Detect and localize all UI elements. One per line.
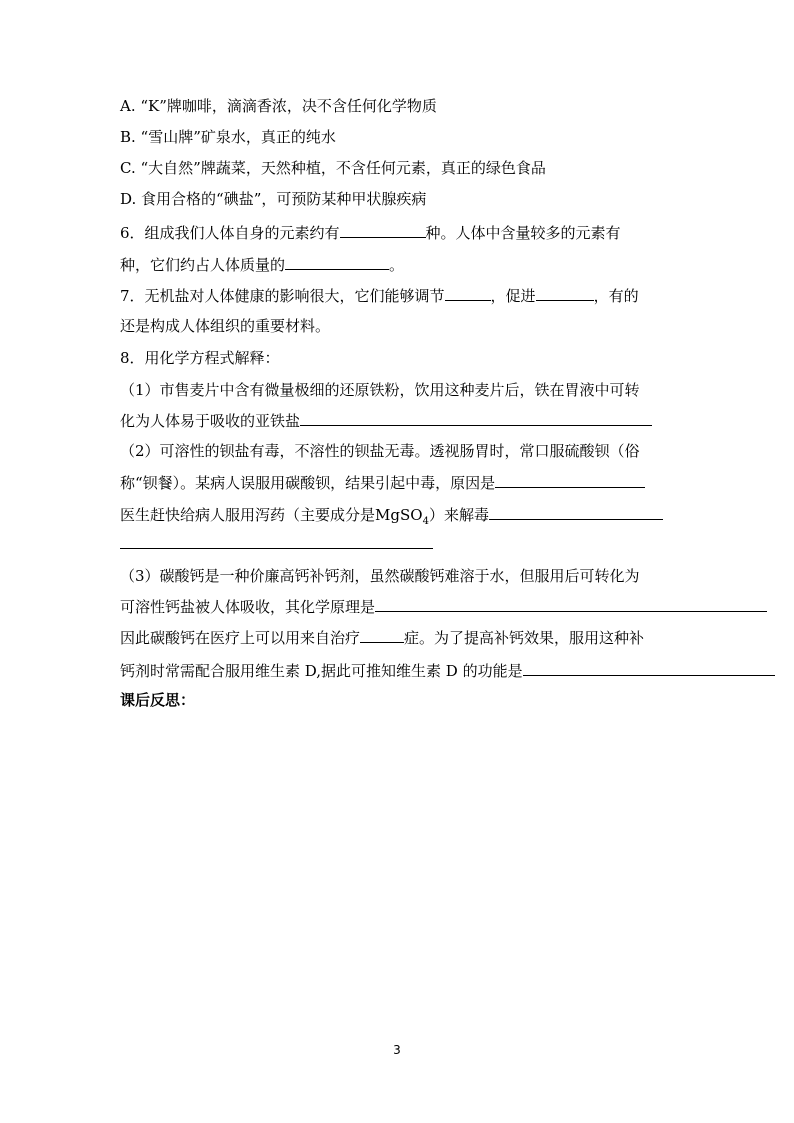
q8-sub2-blank-1 <box>495 472 645 488</box>
page-number: 3 <box>393 1043 401 1057</box>
q8-sub1-text: 化为人体易于吸收的亚铁盐 <box>120 412 301 430</box>
q8-sub3-blank-3 <box>523 660 775 676</box>
q8-sub1-blank <box>300 410 652 426</box>
question-7-line-1 <box>120 285 639 306</box>
q8-sub3-line-3 <box>120 627 644 648</box>
q8-sub2-text-2: 称“钡餐）。某病人误服用碳酸钡，结果引起中毒，原因是 <box>120 474 496 492</box>
q7-blank-2 <box>536 285 594 301</box>
option-a: A. “K”牌咖啡，滴滴香浓，决不含任何化学物质 <box>120 97 437 115</box>
option-d: D. 食用合格的“碘盐”，可预防某种甲状腺疾病 <box>120 190 427 208</box>
q6-text-4: 。 <box>389 256 405 274</box>
q8-sub2-line-3 <box>120 504 663 525</box>
q8-sub3-line-1: （3）碳酸钙是一种价廉高钙补钙剂，虽然碳酸钙难溶于水，但服用后可转化为 <box>120 567 640 585</box>
q8-sub1-line-1: （1）市售麦片中含有微量极细的还原铁粉，饮用这种麦片后，铁在胃液中可转 <box>120 381 640 399</box>
q6-text-1: 6．组成我们人体自身的元素约有 <box>120 224 340 242</box>
question-7-line-2: 还是构成人体组织的重要材料。 <box>120 317 331 335</box>
q7-text-3: ，有的 <box>593 287 639 305</box>
q8-sub1-line-2 <box>120 410 652 431</box>
q7-text-2: ，促进 <box>490 287 536 305</box>
q8-sub3-blank-1 <box>375 596 767 612</box>
q6-text-3: 种，它们约占人体质量的 <box>120 256 286 274</box>
q7-text-1: 7．无机盐对人体健康的影响很大，它们能够调节 <box>120 287 445 305</box>
q6-blank-2 <box>285 254 389 270</box>
q6-blank-1 <box>340 222 426 238</box>
q8-sub3-text-2: 可溶性钙盐被人体吸收，其化学原理是 <box>120 598 376 616</box>
reflection-heading: 课后反思： <box>120 691 196 709</box>
q8-sub3-line-4 <box>120 660 775 681</box>
q8-sub3-text-3a: 因此碳酸钙在医疗上可以用来自治疗 <box>120 629 361 647</box>
option-b: B. “雪山牌”矿泉水，真正的纯水 <box>120 128 336 146</box>
q7-blank-1 <box>445 285 491 301</box>
q8-sub2-line-1: （2）可溶性的钡盐有毒，不溶性的钡盐无毒。透视肠胃时，常口服硫酸钡（俗 <box>120 442 640 460</box>
q8-sub2-formula: MgSO$_4$ <box>375 506 429 527</box>
question-6-line-1 <box>120 222 621 243</box>
question-6-line-2 <box>120 254 404 275</box>
q8-sub2-blank-2 <box>489 504 663 520</box>
q8-sub3-line-2 <box>120 596 767 617</box>
q8-sub3-text-4: 钙剂时常需配合服用维生素 D,据此可推知维生素 D 的功能是 <box>120 662 523 680</box>
q8-sub2-text-3a: 医生赶快给病人服用泻药（主要成分是 <box>120 506 376 524</box>
question-8-title: 8．用化学方程式解释： <box>120 349 280 367</box>
q6-text-2: 种。人体中含量较多的元素有 <box>425 224 621 242</box>
q8-sub2-answer-line <box>120 548 433 549</box>
q8-sub3-blank-2 <box>360 627 404 643</box>
option-c: C. “大自然”牌蔬菜，天然种植，不含任何元素，真正的绿色食品 <box>120 159 546 177</box>
q8-sub3-text-3b: 症。为了提高补钙效果，服用这种补 <box>404 629 645 647</box>
q8-sub2-line-2 <box>120 472 645 493</box>
q8-sub2-text-3b: ）来解毒 <box>428 506 489 524</box>
